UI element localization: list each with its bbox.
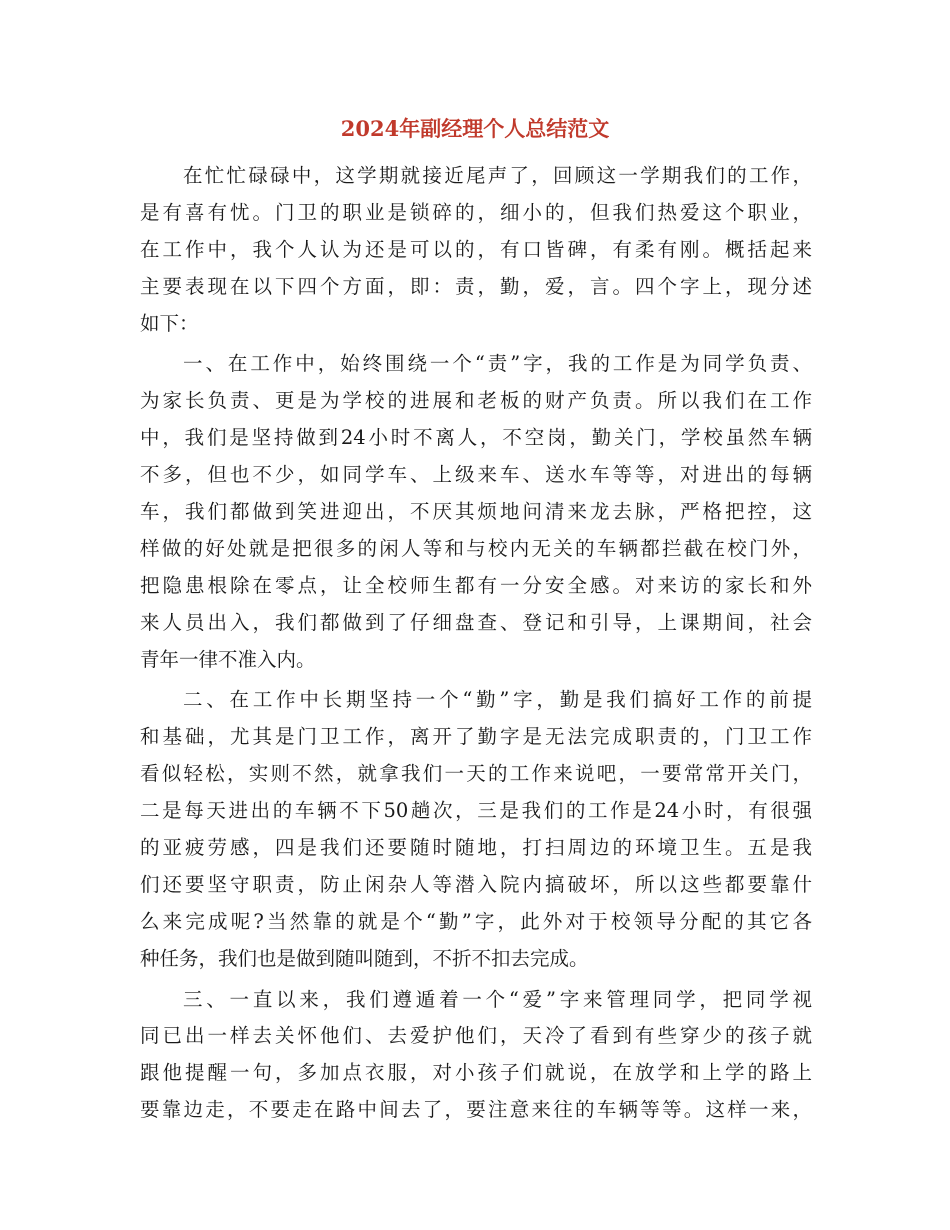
text-line: 么来完成呢?当然靠的就是个“勤”字，此外对于校领导分配的其它各: [140, 909, 812, 933]
text-line: 二是每天进出的车辆不下50趟次，三是我们的工作是24小时，有很强: [140, 799, 812, 823]
text-line: 为家长负责、更是为学校的进展和老板的财产负责。所以我们在工作: [140, 389, 812, 413]
text-line: 中，我们是坚持做到24小时不离人，不空岗，勤关门，学校虽然车辆: [140, 426, 812, 450]
text-line: 一、在工作中，始终围绕一个“责”字，我的工作是为同学负责、: [183, 352, 812, 376]
paragraph-responsibility: [140, 346, 812, 678]
paragraph-love: [140, 982, 812, 1130]
text-line: 在忙忙碌碌中，这学期就接近尾声了，回顾这一学期我们的工作，: [183, 164, 812, 187]
text-line: 要靠边走，不要走在路中间去了，要注意来往的车辆等等。这样一来，: [140, 1098, 812, 1122]
text-line: 样做的好处就是把很多的闲人等和与校内无关的车辆都拦截在校门外，: [140, 536, 812, 560]
text-line: 二、在工作中长期坚持一个“勤”字，勤是我们搞好工作的前提: [183, 688, 812, 712]
text-line: 种任务，我们也是做到随叫随到，不折不扣去完成。: [140, 946, 589, 970]
text-line: 主要表现在以下四个方面，即：责，勤，爱，言。四个字上，现分述: [140, 274, 812, 298]
text-line: 在工作中，我个人认为还是可以的，有口皆碑，有柔有刚。概括起来: [140, 237, 812, 261]
text-line: 的亚疲劳感，四是我们还要随时随地，打扫周边的环境卫生。五是我: [140, 836, 812, 860]
text-line: 来人员出入，我们都做到了仔细盘查、登记和引导，上课期间，社会: [140, 610, 812, 634]
text-line: 把隐患根除在零点，让全校师生都有一分安全感。对来访的家长和外: [140, 573, 812, 597]
paragraph-intro: [140, 158, 812, 342]
text-line: 和基础，尤其是门卫工作，离开了勤字是无法完成职责的，门卫工作: [140, 725, 812, 749]
text-line: 如下：: [140, 311, 199, 335]
text-line: 看似轻松，实则不然，就拿我们一天的工作来说吧，一要常常开关门，: [140, 762, 812, 786]
text-line: 同已出一样去关怀他们、去爱护他们，天冷了看到有些穿少的孩子就: [140, 1024, 812, 1048]
text-line: 跟他提醒一句，多加点衣服，对小孩子们就说，在放学和上学的路上: [140, 1061, 812, 1085]
document-title: 2024年副经理个人总结范文: [340, 116, 610, 141]
text-line: 们还要坚守职责，防止闲杂人等潜入院内搞破坏，所以这些都要靠什: [140, 872, 812, 896]
text-line: 车，我们都做到笑进迎出，不厌其烦地问清来龙去脉，严格把控，这: [140, 500, 812, 524]
text-line: 三、一直以来，我们遵遁着一个“爱”字来管理同学，把同学视: [183, 987, 812, 1011]
text-line: 不多，但也不少，如同学车、上级来车、送水车等等，对进出的每辆: [140, 463, 812, 487]
paragraph-diligence: [140, 682, 812, 977]
text-line: 青年一律不准入内。: [140, 647, 316, 671]
document-body: [140, 158, 812, 1133]
text-line: 是有喜有忧。门卫的职业是锁碎的，细小的，但我们热爱这个职业，: [140, 200, 812, 224]
